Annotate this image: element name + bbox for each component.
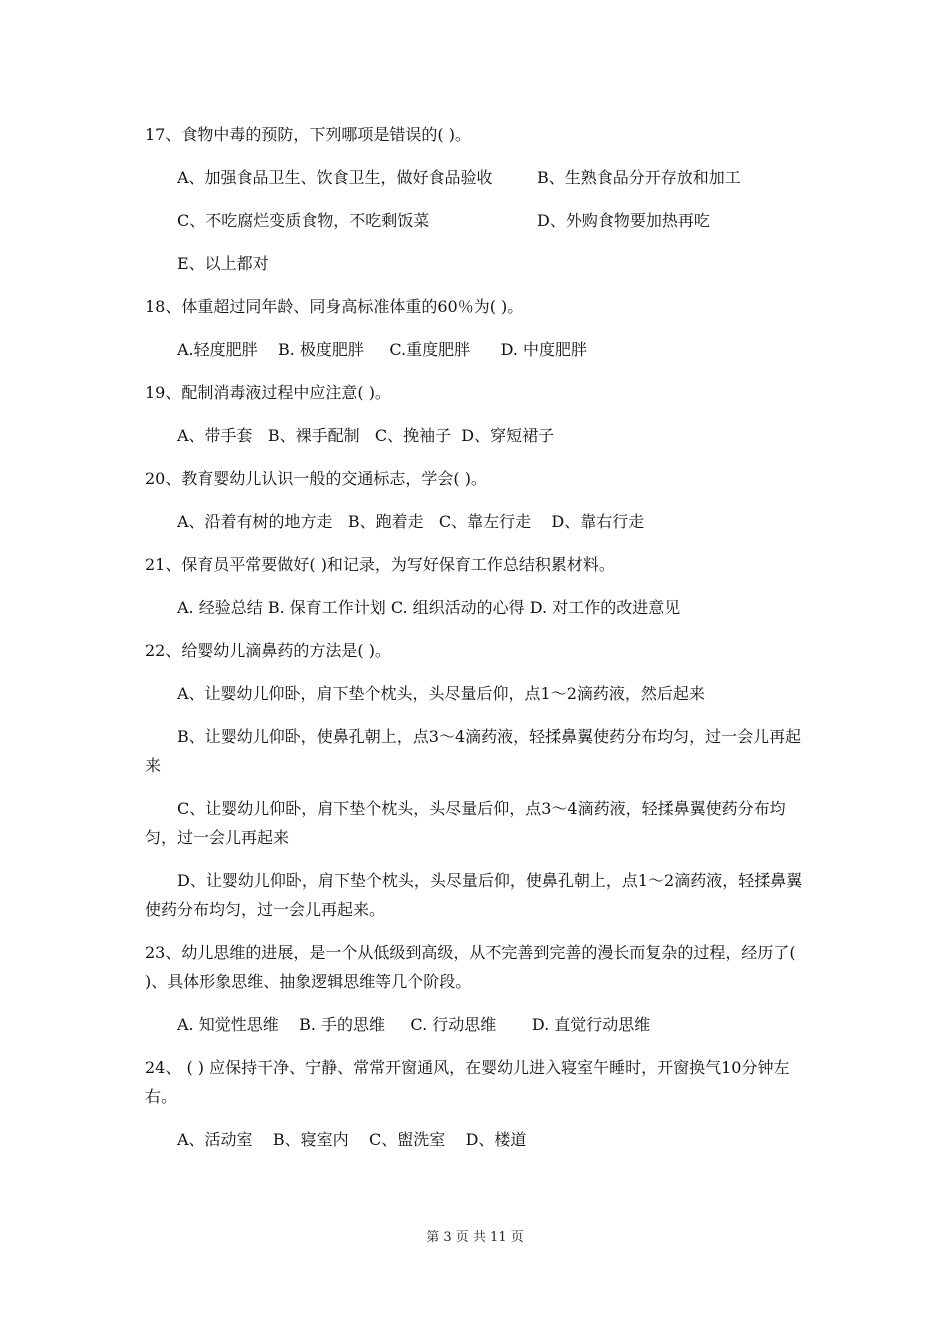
question-21-stem: 21、保育员平常要做好( )和记录，为写好保育工作总结积累材料。 — [145, 555, 615, 574]
question-23-options-text: A. 知觉性思维 B. 手的思维 C. 行动思维 D. 直觉行动思维 — [177, 1015, 651, 1034]
question-17-options-row1 — [145, 163, 810, 192]
question-22-option-a: A、让婴幼儿仰卧，肩下垫个枕头，头尽量后仰，点1～2滴药液，然后起来 — [177, 684, 705, 703]
question-17-option-b: B、生熟食品分开存放和加工 — [537, 168, 741, 187]
question-19-stem: 19、配制消毒液过程中应注意( )。 — [145, 383, 391, 402]
question-24-stem: 24、 ( ) 应保持干净、宁静、常常开窗通风，在婴幼儿进入寝室午睡时，开窗换气10分钟左右。 — [145, 1058, 790, 1106]
question-22-option-b: B、让婴幼儿仰卧，使鼻孔朝上，点3～4滴药液，轻揉鼻翼使药分布均匀，过一会儿再起来 — [145, 727, 802, 775]
page-number-footer: 第 3 页 共 11 页 — [426, 1230, 524, 1245]
question-22-option-c: C、让婴幼儿仰卧，肩下垫个枕头，头尽量后仰，点3～4滴药液，轻揉鼻翼使药分布均匀，过一会儿再起来 — [145, 799, 786, 847]
question-19-options-text: A、带手套 B、裸手配制 C、挽袖子 D、穿短裙子 — [177, 426, 555, 445]
question-17-option-c: C、不吃腐烂变质食物，不吃剩饭菜 — [177, 211, 430, 230]
question-17-option-d: D、外购食物要加热再吃 — [537, 211, 710, 230]
question-18-stem: 18、体重超过同年龄、同身高标准体重的60％为( )。 — [145, 297, 524, 316]
question-23-stem: 23、幼儿思维的进展，是一个从低级到高级，从不完善到完善的漫长而复杂的过程，经历了( )、具体形象思维、抽象逻辑思维等几个阶段。 — [145, 943, 796, 991]
question-18-options-text: A.轻度肥胖 B. 极度肥胖 C.重度肥胖 D. 中度肥胖 — [177, 340, 588, 359]
question-17-stem: 17、食物中毒的预防，下列哪项是错误的( )。 — [145, 125, 471, 144]
question-17-options-row2 — [145, 206, 810, 235]
question-19-options — [145, 421, 810, 450]
question-24-options-text: A、活动室 B、寝室内 C、盥洗室 D、楼道 — [177, 1130, 527, 1149]
question-22-stem: 22、给婴幼儿滴鼻药的方法是( )。 — [145, 641, 391, 660]
question-22-option-d: D、让婴幼儿仰卧，肩下垫个枕头，头尽量后仰，使鼻孔朝上，点1～2滴药液，轻揉鼻翼使药分布均匀，过一会儿再起来。 — [145, 871, 803, 919]
question-20-options — [145, 507, 810, 536]
question-24-options — [145, 1125, 810, 1154]
question-20-stem: 20、教育婴幼儿认识一般的交通标志，学会( )。 — [145, 469, 487, 488]
question-21-options: A. 经验总结 B. 保育工作计划 C. 组织活动的心得 D. 对工作的改进意见 — [177, 598, 681, 617]
question-list — [145, 120, 810, 1168]
question-23-options — [145, 1010, 810, 1039]
question-18-options — [145, 335, 810, 364]
question-17-option-a: A、加强食品卫生、饮食卫生，做好食品验收 — [177, 168, 493, 187]
question-17-option-e: E、以上都对 — [177, 254, 269, 273]
question-20-options-text: A、沿着有树的地方走 B、跑着走 C、靠左行走 D、靠右行走 — [177, 512, 645, 531]
